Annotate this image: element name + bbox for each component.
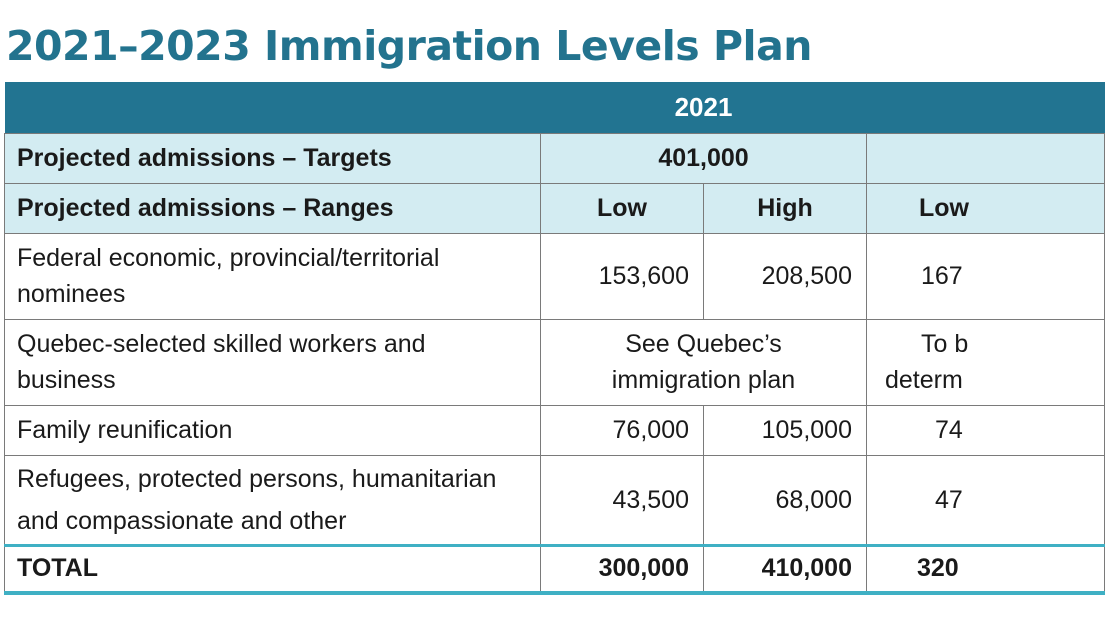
target-2022-partial	[867, 133, 1105, 183]
target-2021: 401,000	[541, 133, 867, 183]
quebec-plan-note	[541, 319, 867, 405]
row-next-partial: 167	[867, 233, 1105, 319]
row-next-partial	[867, 319, 1105, 405]
ranges-label: Projected admissions – Ranges	[5, 183, 541, 233]
row-high-value: 105,000	[704, 405, 867, 455]
row-high-value: 208,500	[704, 233, 867, 319]
row-label-line: nominees	[17, 280, 126, 308]
row-low-value: 43,500	[541, 455, 704, 545]
row-label-line: Federal economic, provincial/territorial	[17, 244, 440, 272]
row-label	[5, 233, 541, 319]
page-title: 2021–2023 Immigration Levels Plan	[6, 22, 812, 70]
total-low-value: 300,000	[541, 545, 704, 593]
targets-label: Projected admissions – Targets	[5, 133, 541, 183]
quebec-plan-line: See Quebec’s	[625, 330, 782, 358]
year-header-row	[5, 82, 1105, 133]
row-next-partial-line: To b	[921, 330, 969, 358]
year-header-blank	[5, 82, 541, 133]
ranges-row	[5, 183, 1105, 233]
table-row	[5, 233, 1105, 319]
high-header: High	[704, 183, 867, 233]
row-low-value: 76,000	[541, 405, 704, 455]
row-high-value: 68,000	[704, 455, 867, 545]
low-header-2022-partial: Low	[867, 183, 1105, 233]
targets-row	[5, 133, 1105, 183]
low-header: Low	[541, 183, 704, 233]
row-label: Family reunification	[5, 405, 541, 455]
year-2022-header-partial	[867, 82, 1105, 133]
immigration-levels-table	[4, 82, 1105, 595]
row-label-line: Refugees, protected persons, humanitarian	[17, 464, 497, 493]
quebec-plan-line: immigration plan	[611, 366, 796, 394]
total-high-value: 410,000	[704, 545, 867, 593]
total-label: TOTAL	[5, 545, 541, 593]
row-next-partial-line: determ	[885, 366, 963, 394]
table-row	[5, 319, 1105, 405]
row-label-line: Quebec-selected skilled workers and	[17, 330, 426, 358]
row-next-partial: 74	[867, 405, 1105, 455]
total-next-partial: 320	[867, 545, 1105, 593]
row-label-line: business	[17, 366, 116, 394]
year-2021-header: 2021	[541, 82, 867, 133]
table-row	[5, 455, 1105, 545]
row-low-value: 153,600	[541, 233, 704, 319]
row-label	[5, 455, 541, 545]
row-label	[5, 319, 541, 405]
total-row	[5, 545, 1105, 593]
table-row	[5, 405, 1105, 455]
row-label-line: and compassionate and other	[17, 506, 347, 535]
row-next-partial: 47	[867, 455, 1105, 545]
